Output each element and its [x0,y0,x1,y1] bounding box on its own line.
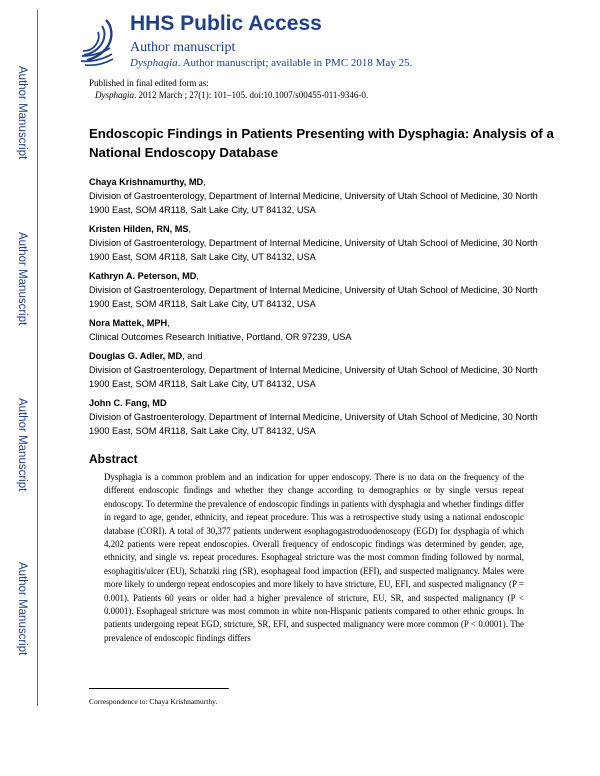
author-affiliation: Clinical Outcomes Research Initiative, Portland, OR 97239, USA [89,332,352,342]
author-entry [89,350,559,391]
journal-name: Dysphagia [130,57,178,69]
author-affiliation: Division of Gastroenterology, Department of Internal Medicine, University of Utah School of Medicine, 30 North 1900 East, SOM 4R118, Salt Lake City, UT 84132, USA [89,191,538,215]
publication-info [89,77,368,101]
footnote: Correspondence to: Chaya Krishnamurthy. [89,697,218,706]
abstract-text: Dysphagia is a common problem and an indication for upper endoscopy. There is no data on the frequency of the different endoscopic findings and whether they change according to demographics or by single versus repeat endoscopy. To determine the prevalence of endoscopic findings in patients with dysphagia and whether findings differ in regard to age, gender, ethnicity, and repeat procedure. This was a retrospective study using a national endoscopic database (CORI). A total of 30,377 patients underwent esophagogastroduodenoscopy (EGD) for dysphagia of which 4,202 patients were repeat endoscopies. Overall frequency of endoscopic findings was determined by gender, age, ethnicity, and single vs. repeat procedures. Esophageal stricture was the most common finding followed by normal, esophagitis/ulcer (EU), Schatzki ring (SR), esophageal food impaction (EFI), and suspected malignancy. Males were more likely to undergo repeat endoscopies and more likely to have stricture, EU, EFI, and suspected malignancy (P = 0.001). Patients 60 years or older had a higher prevalence of stricture, EU, SR, and suspected malignancy (P < 0.0001). Esophageal stricture was most common in white non-Hispanic patients compared to other ethnic groups. In patients undergoing repeat EGD, stricture, SR, EFI, and suspected malignancy were more common (P < 0.0001). The prevalence of endoscopic findings differs [104,472,524,643]
author-name: Nora Mattek, MPH [89,318,168,328]
author-entry [89,397,559,438]
availability-line [130,57,412,69]
hhs-eagle-logo-icon [76,16,118,68]
author-suffix: , [203,177,206,187]
author-affiliation: Division of Gastroenterology, Department of Internal Medicine, University of Utah School of Medicine, 30 North 1900 East, SOM 4R118, Salt Lake City, UT 84132, USA [89,412,538,436]
availability-text: . Author manuscript; available in PMC 2018 May 25. [177,57,413,69]
author-suffix: , [188,224,192,234]
author-name: Kathryn A. Peterson, MD [89,271,197,281]
sidebar-label: Author Manuscript [16,232,28,326]
author-entry [89,223,559,264]
sidebar-label: Author Manuscript [16,66,28,160]
author-affiliation: Division of Gastroenterology, Department of Internal Medicine, University of Utah School of Medicine, 30 North 1900 East, SOM 4R118, Salt Lake City, UT 84132, USA [89,285,538,309]
author-suffix: , [167,318,170,328]
sidebar-divider [37,10,38,706]
author-name: Chaya Krishnamurthy, MD [89,177,204,187]
author-suffix: , and [182,351,203,361]
author-list [89,176,559,444]
author-entry [89,317,559,344]
author-name: Douglas G. Adler, MD [89,351,183,361]
author-name: John C. Fang, MD [89,398,167,408]
author-entry [89,270,559,311]
article-title: Endoscopic Findings in Patients Presenting with Dysphagia: Analysis of a National Endoscopy Database [89,126,554,160]
author-affiliation: Division of Gastroenterology, Department of Internal Medicine, University of Utah School of Medicine, 30 North 1900 East, SOM 4R118, Salt Lake City, UT 84132, USA [89,238,538,262]
author-suffix: , [196,271,199,281]
sidebar [0,0,40,776]
sidebar-label: Author Manuscript [16,398,28,492]
author-affiliation: Division of Gastroenterology, Department of Internal Medicine, University of Utah School of Medicine, 30 North 1900 East, SOM 4R118, Salt Lake City, UT 84132, USA [89,365,538,389]
citation [89,89,368,101]
sidebar-label: Author Manuscript [16,562,28,656]
abstract-heading: Abstract [89,452,138,466]
publication-label: Published in final edited form as: [89,78,209,88]
citation-journal: Dysphagia [95,90,134,100]
footnote-divider [89,688,229,689]
header-title: HHS Public Access [130,12,322,35]
author-entry [89,176,559,217]
author-name: Kristen Hilden, RN, MS [89,224,189,234]
citation-text: . 2012 March ; 27(1): 101–105. doi:10.1007/s00455-011-9346-0. [134,90,369,100]
header-subtitle: Author manuscript [130,40,236,55]
